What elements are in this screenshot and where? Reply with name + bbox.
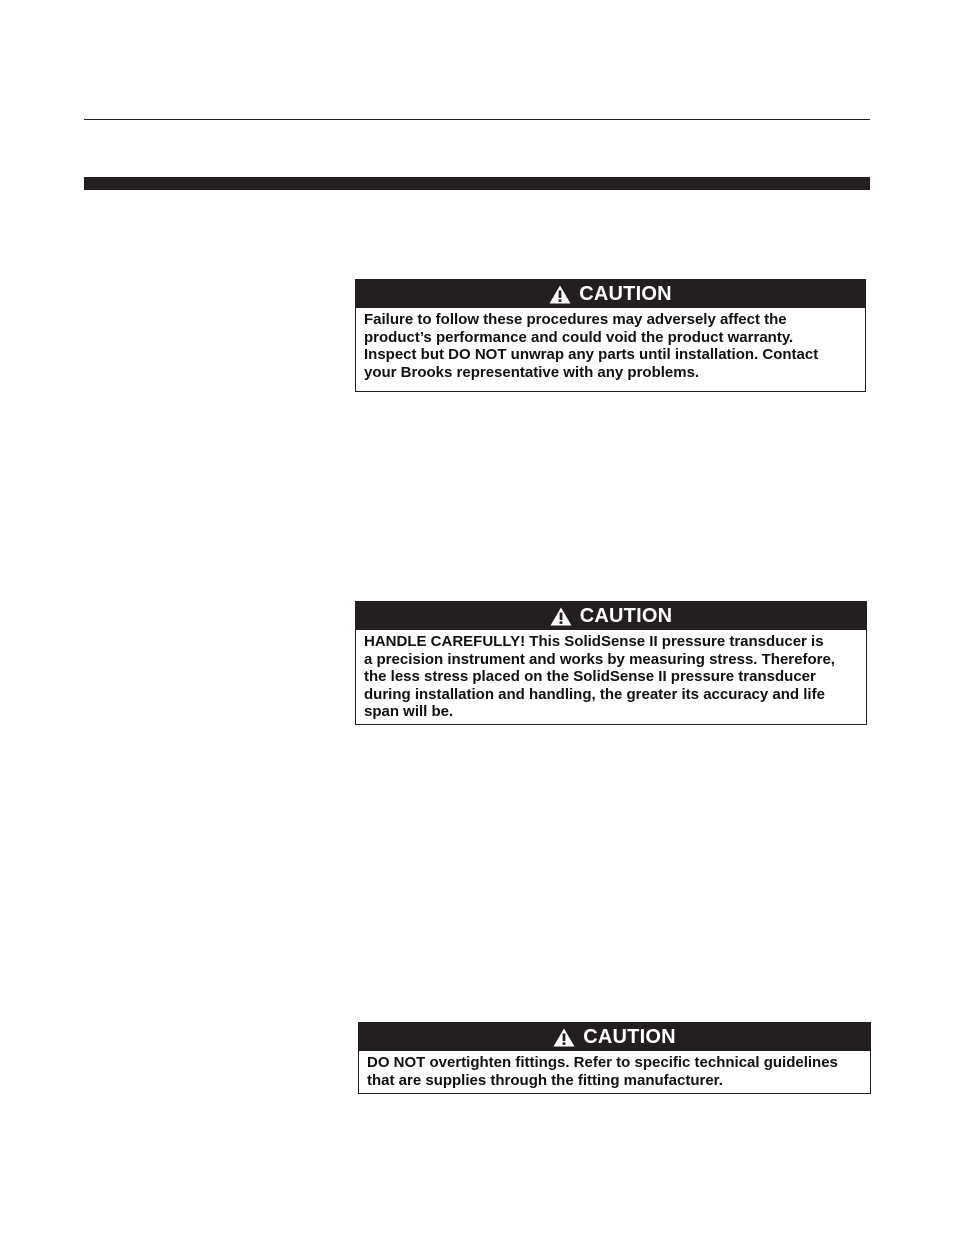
caution-line: that are supplies through the fitting manufacturer. <box>367 1071 723 1089</box>
header-rule <box>84 119 870 120</box>
caution-line: your Brooks representative with any problems. <box>364 363 700 381</box>
caution-line: span will be. <box>364 703 454 721</box>
caution-header <box>356 602 866 630</box>
caution-heading: CAUTION <box>579 604 673 627</box>
caution-heading: CAUTION <box>583 1025 676 1048</box>
caution-box-fittings <box>358 1022 871 1094</box>
caution-line: Failure to follow these procedures may adversely affect the <box>364 311 787 328</box>
warning-triangle-icon <box>549 285 571 304</box>
warning-triangle-icon <box>550 607 572 626</box>
caution-line: the less stress placed on the SolidSense II pressure transducer <box>364 668 816 686</box>
warning-triangle-icon <box>553 1028 575 1047</box>
caution-box-handle-carefully <box>355 601 867 725</box>
caution-text <box>359 1051 870 1097</box>
caution-line: a precision instrument and works by measuring stress. Therefore, <box>364 650 835 668</box>
caution-text <box>356 308 865 389</box>
caution-line: DO NOT overtighten fittings. Refer to specific technical guidelines <box>367 1054 838 1071</box>
caution-line: HANDLE CAREFULLY! This SolidSense II pressure transducer is <box>364 633 824 650</box>
caution-header <box>359 1023 870 1051</box>
caution-header <box>356 280 865 308</box>
caution-heading: CAUTION <box>579 282 672 305</box>
caution-line: Inspect but DO NOT unwrap any parts until installation. Contact <box>364 346 819 364</box>
caution-line: product’s performance and could void the product warranty. <box>364 328 794 346</box>
caution-text <box>356 630 866 729</box>
caution-box-handling-procedures <box>355 279 866 392</box>
section-divider-bar <box>84 177 870 190</box>
caution-line: during installation and handling, the greater its accuracy and life <box>364 685 825 703</box>
